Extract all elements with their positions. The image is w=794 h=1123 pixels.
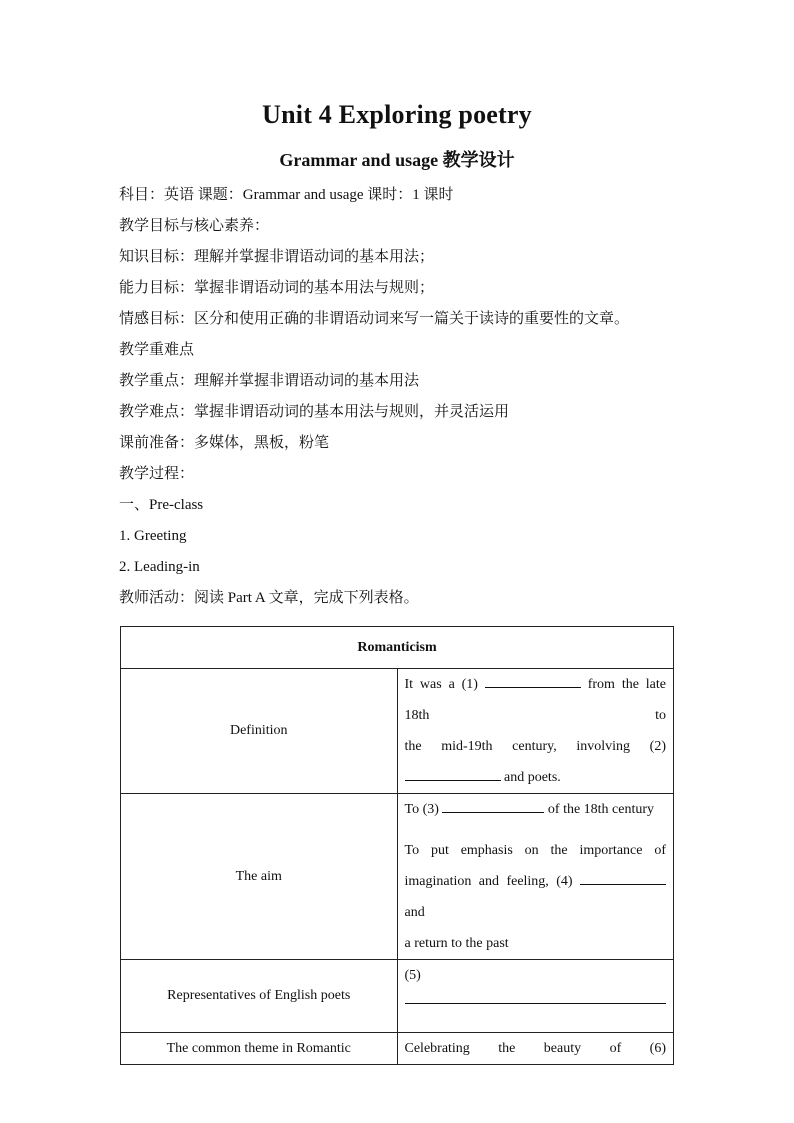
cell-text: from the late 18th to: [404, 677, 666, 723]
difficult-point: 教学难点：掌握非谓语动词的基本用法与规则，并灵活运用: [119, 404, 510, 420]
row-content: [397, 1033, 674, 1065]
cell-text: and poets.: [504, 770, 561, 785]
pre-class-heading: 一、Pre-class: [119, 497, 204, 513]
row-label: The common theme in Romantic: [121, 1033, 398, 1065]
romanticism-table: [120, 626, 674, 1065]
knowledge-objective: 知识目标：理解并掌握非谓语动词的基本用法；: [119, 249, 435, 265]
table-row-common-theme: [121, 1033, 674, 1065]
teacher-activity-line: 教师活动：阅读 Part A 文章，完成下列表格。: [119, 590, 419, 606]
table-row-representatives: [121, 960, 674, 1033]
document-title: Unit 4 Exploring poetry: [262, 100, 532, 129]
row-label: Definition: [121, 669, 398, 794]
table-row-definition: [121, 669, 674, 794]
row-content: [397, 794, 674, 960]
cell-text: and: [404, 905, 425, 920]
objectives-heading: 教学目标与核心素养：: [119, 218, 270, 234]
row-content: [397, 960, 674, 1033]
cell-text: of the 18th century: [547, 802, 655, 817]
process-heading: 教学过程：: [119, 466, 195, 482]
answer-blank-3: [442, 798, 544, 813]
greeting-step: 1. Greeting: [119, 528, 187, 544]
key-points-heading: 教学重难点: [119, 342, 195, 358]
answer-blank-4: [580, 870, 666, 885]
answer-blank-2: [405, 766, 501, 781]
row-label: Representatives of English poets: [121, 960, 398, 1033]
answer-blank-5: [405, 991, 667, 1004]
key-point: 教学重点：理解并掌握非谓语动词的基本用法: [119, 373, 420, 389]
cell-text: To put emphasis on the importance of: [404, 843, 666, 858]
cell-text: Celebrating the beauty of (6): [404, 1041, 666, 1056]
cell-text: It was a (1): [404, 677, 478, 692]
cell-text: imagination and feeling, (4): [404, 874, 573, 889]
ability-objective: 能力目标：掌握非谓语动词的基本用法与规则；: [119, 280, 435, 296]
lesson-plan-body: [119, 180, 679, 614]
cell-text: a return to the past: [404, 936, 509, 951]
cell-text: (5): [404, 968, 421, 983]
table-header: Romanticism: [121, 627, 674, 669]
row-content: [397, 669, 674, 794]
cell-text: the mid-19th century, involving (2): [404, 739, 666, 754]
emotion-objective: 情感目标：区分和使用正确的非谓语动词来写一篇关于读诗的重要性的文章。: [119, 311, 630, 327]
preparation-line: 课前准备：多媒体，黑板，粉笔: [119, 435, 330, 451]
cell-text: To (3): [404, 802, 439, 817]
answer-blank-1: [485, 673, 581, 688]
row-label: The aim: [121, 794, 398, 960]
document-subtitle: Grammar and usage 教学设计: [279, 150, 515, 170]
course-info-line: 科目：英语 课题：Grammar and usage 课时：1 课时: [119, 187, 454, 203]
table-row-aim: [121, 794, 674, 960]
leading-in-step: 2. Leading-in: [119, 559, 200, 575]
